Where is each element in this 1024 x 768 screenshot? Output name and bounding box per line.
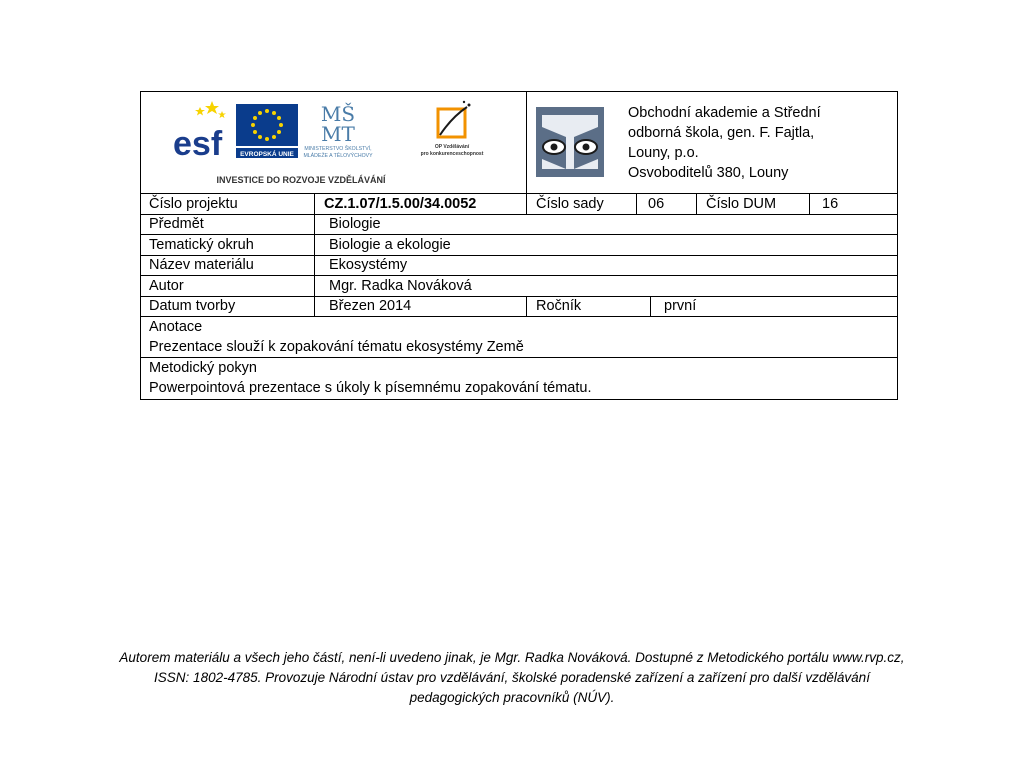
cislo-sady-value: 06 [648, 196, 665, 212]
row-line [140, 357, 898, 358]
row-line [140, 214, 898, 215]
row-line [140, 296, 898, 297]
rocnik-value: první [664, 298, 697, 314]
datum-tvorby-label: Datum tvorby [149, 298, 236, 314]
school-line: Louny, p.o. [628, 145, 699, 161]
svg-text:esf: esf [173, 125, 223, 163]
metodicky-pokyn-value: Powerpointová prezentace s úkoly k písemnému zopakování tématu. [149, 380, 592, 396]
cislo-dum-label: Číslo DUM [706, 196, 777, 212]
col-line [809, 193, 810, 214]
cislo-projektu-label: Číslo projektu [149, 196, 238, 212]
eu-flag-logo [236, 104, 298, 158]
svg-text:MINISTERSTVO ŠKOLSTVÍ,: MINISTERSTVO ŠKOLSTVÍ, [304, 146, 372, 152]
svg-text:EVROPSKÁ UNIE: EVROPSKÁ UNIE [240, 151, 294, 158]
footer-line: Autorem materiálu a všech jeho částí, není-li uvedeno jinak, je Mgr. Radka Nováková. Dostupné z Metodického portálu www.rvp.cz, [119, 650, 905, 665]
tematicky-okruh-value: Biologie a ekologie [329, 237, 451, 253]
col-line [526, 296, 527, 316]
school-line: Obchodní akademie a Střední [628, 105, 821, 121]
predmet-value: Biologie [329, 216, 381, 232]
footer-line: ISSN: 1802-4785. Provozuje Národní ústav pro vzdělávání, školské poradenské zařízení a zařízení pro další vzdělávání [154, 670, 870, 685]
svg-text:OP Vzdělávání: OP Vzdělávání [434, 144, 470, 150]
row-line [140, 234, 898, 235]
svg-text:MŠ: MŠ [320, 102, 356, 126]
col-line [526, 91, 527, 214]
row-line [140, 275, 898, 276]
anotace-label: Anotace [149, 319, 203, 335]
tematicky-okruh-label: Tematický okruh [149, 237, 254, 253]
col-line [314, 193, 315, 316]
school-eyes-icon [536, 107, 604, 177]
school-logo [536, 107, 604, 177]
rocnik-label: Ročník [536, 298, 582, 314]
metodicky-pokyn-label: Metodický pokyn [149, 360, 257, 376]
row-line [140, 255, 898, 256]
anotace-value: Prezentace slouží k zopakování tématu ekosystémy Země [149, 339, 524, 355]
school-address [628, 103, 878, 183]
col-line [650, 296, 651, 316]
svg-text:pro konkurenceschopnost: pro konkurenceschopnost [420, 151, 484, 157]
dum-info-table [140, 91, 898, 400]
predmet-label: Předmět [149, 216, 204, 232]
cislo-dum-value: 16 [822, 196, 839, 212]
school-line: Osvoboditelů 380, Louny [628, 165, 789, 181]
autor-label: Autor [149, 278, 184, 294]
op-vk-logo [421, 101, 484, 157]
cislo-sady-label: Číslo sady [536, 196, 604, 212]
investice-label: INVESTICE DO ROZVOJE VZDĚLÁVÁNÍ [216, 175, 386, 185]
datum-tvorby-value: Březen 2014 [329, 298, 412, 314]
msmt-logo [303, 101, 373, 159]
autor-value: Mgr. Radka Nováková [329, 278, 472, 294]
col-line [636, 193, 637, 214]
nazev-materialu-label: Název materiálu [149, 257, 254, 273]
nazev-materialu-value: Ekosystémy [329, 257, 408, 273]
svg-text:MLÁDEŽE A TĚLOVÝCHOVY: MLÁDEŽE A TĚLOVÝCHOVY [303, 153, 373, 159]
logo-strip [170, 97, 520, 189]
school-line: odborná škola, gen. F. Fajtla, [628, 125, 815, 141]
esf-logo [173, 101, 226, 163]
col-line [696, 193, 697, 214]
svg-text:MT: MT [321, 122, 355, 146]
logo-strip-graphic [170, 97, 520, 189]
copyright-footer [40, 648, 984, 708]
row-line [140, 193, 898, 194]
footer-line: pedagogických pracovníků (NÚV). [409, 690, 615, 705]
row-line [140, 316, 898, 317]
cislo-projektu-value: CZ.1.07/1.5.00/34.0052 [324, 196, 477, 212]
